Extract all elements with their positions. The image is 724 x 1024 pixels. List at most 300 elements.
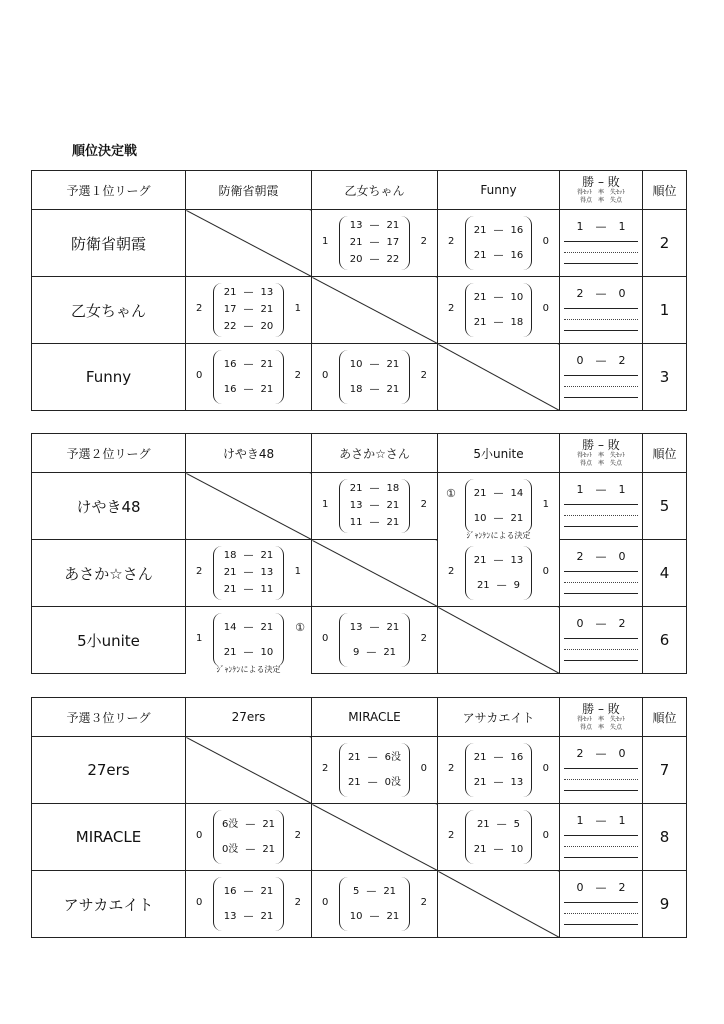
score-bracket — [339, 216, 410, 270]
wl-dash: — — [595, 354, 607, 367]
janken-note: ｼﾞｬﾝｹﾝによる決定 — [186, 666, 311, 675]
ratio-line — [564, 582, 638, 583]
match-result — [312, 344, 437, 410]
score-bracket — [213, 810, 284, 864]
score-dash: — — [493, 843, 504, 855]
score-away: 10 — [510, 291, 524, 303]
score-away: 21 — [383, 646, 397, 658]
wins: 1 — [576, 220, 584, 233]
score-bracket — [339, 743, 410, 797]
score-away: 21 — [386, 516, 400, 528]
diagonal-cell — [312, 277, 438, 344]
team-row — [32, 540, 687, 607]
sets-won-left: 1 — [196, 633, 203, 644]
score-away: 21 — [262, 818, 276, 830]
final-rank: 1 — [643, 277, 687, 344]
score-dash: — — [493, 249, 504, 261]
score-dash: — — [243, 885, 254, 897]
score-away: 21 — [386, 910, 400, 922]
sets-won-left: 0 — [322, 370, 329, 381]
point-ratio-label: 得点 率 失点 — [579, 196, 622, 204]
game-score — [340, 753, 409, 763]
column-team-header: あさか☆さん — [312, 434, 438, 473]
score-dash: — — [369, 236, 380, 248]
win-loss-box — [560, 344, 642, 410]
final-rank: 5 — [643, 473, 687, 540]
ratio-line — [564, 515, 638, 516]
score-home: 18 — [349, 383, 363, 395]
diagonal-cell — [186, 210, 312, 277]
final-rank: 7 — [643, 737, 687, 804]
win-loss-record — [560, 617, 642, 630]
win-loss-header — [560, 434, 643, 473]
wl-dash: — — [595, 550, 607, 563]
losses: 2 — [618, 617, 626, 630]
score-away: 21 — [260, 621, 274, 633]
game-score — [466, 556, 531, 566]
score-dash: — — [493, 224, 504, 236]
score-away: 21 — [386, 358, 400, 370]
team-row — [32, 210, 687, 277]
game-score — [466, 251, 531, 261]
sets-won-right: 0 — [542, 303, 549, 314]
row-team-name: アサカエイト — [32, 871, 186, 938]
match-result — [312, 607, 437, 673]
score-home: 13 — [349, 499, 363, 511]
win-loss-cell — [560, 871, 643, 938]
score-dash: — — [243, 287, 254, 299]
game-score — [214, 385, 283, 395]
ratio-line — [564, 375, 638, 376]
sets-won-right: 2 — [294, 897, 301, 908]
score-away: 21 — [260, 885, 274, 897]
ratio-line — [564, 790, 638, 791]
score-bracket — [339, 350, 410, 404]
score-dash: — — [369, 499, 380, 511]
score-dash: — — [493, 554, 504, 566]
score-dash: — — [245, 818, 256, 830]
match-result — [438, 277, 559, 343]
sets-won-left: 2 — [448, 236, 455, 247]
wins: 1 — [576, 814, 584, 827]
wins: 2 — [576, 550, 584, 563]
column-team-header: けやき48 — [186, 434, 312, 473]
score-home: 16 — [223, 885, 237, 897]
wl-dash: — — [595, 881, 607, 894]
score-dash: — — [367, 751, 378, 763]
score-bracket — [213, 283, 284, 337]
match-result — [312, 473, 437, 539]
sets-won-right: 2 — [420, 370, 427, 381]
win-loss-cell — [560, 277, 643, 344]
set-ratio-label: 得ｾｯﾄ 率 失ｾｯﾄ — [576, 716, 625, 724]
sets-won-left: 2 — [322, 763, 329, 774]
wl-dash: — — [595, 220, 607, 233]
wins: 0 — [576, 354, 584, 367]
score-dash: — — [493, 776, 504, 788]
score-away: 16 — [510, 224, 524, 236]
match-cell — [312, 737, 438, 804]
score-away: 21 — [262, 843, 276, 855]
ratio-line — [564, 504, 638, 505]
sets-won-right: 2 — [420, 633, 427, 644]
league-table — [31, 170, 687, 411]
win-loss-box — [560, 871, 642, 937]
sets-won-right: 0 — [542, 236, 549, 247]
score-home: 13 — [223, 910, 237, 922]
league-name: 予選２位リーグ — [32, 434, 186, 473]
score-home: 20 — [349, 253, 363, 265]
score-home: 10 — [349, 910, 363, 922]
game-score — [214, 551, 283, 561]
game-score — [340, 484, 409, 494]
ratio-line — [564, 924, 638, 925]
match-cell — [438, 804, 560, 871]
final-rank: 6 — [643, 607, 687, 674]
score-dash: — — [369, 621, 380, 633]
score-away: 21 — [386, 621, 400, 633]
team-row — [32, 277, 687, 344]
win-loss-box — [560, 277, 642, 343]
wl-dash: — — [595, 483, 607, 496]
ratio-line — [564, 252, 638, 253]
wl-dash: — — [595, 747, 607, 760]
score-dash: — — [243, 646, 254, 658]
win-loss-box — [560, 737, 642, 803]
score-home: 21 — [473, 487, 487, 499]
game-score — [340, 648, 409, 658]
win-loss-box — [560, 804, 642, 870]
score-dash: — — [243, 383, 254, 395]
row-team-name: けやき48 — [32, 473, 186, 540]
league-name: 予選３位リーグ — [32, 698, 186, 737]
diagonal-cell — [438, 607, 560, 674]
match-cell — [312, 210, 438, 277]
score-away: 6没 — [384, 751, 402, 763]
ratio-line — [564, 386, 638, 387]
score-home: 16 — [223, 358, 237, 370]
wl-dash: — — [595, 617, 607, 630]
match-result — [438, 737, 559, 803]
score-dash: — — [493, 751, 504, 763]
match-cell — [438, 210, 560, 277]
sets-won-left: 1 — [322, 236, 329, 247]
match-result — [438, 210, 559, 276]
score-dash: — — [243, 303, 254, 315]
ratio-line — [564, 779, 638, 780]
score-home: 21 — [349, 236, 363, 248]
losses: 2 — [618, 354, 626, 367]
row-team-name: あさか☆さん — [32, 540, 186, 607]
game-score — [340, 623, 409, 633]
set-ratio-label: 得ｾｯﾄ 率 失ｾｯﾄ — [576, 452, 625, 460]
win-loss-cell — [560, 737, 643, 804]
win-loss-box — [560, 607, 642, 673]
set-ratio-label: 得ｾｯﾄ 率 失ｾｯﾄ — [576, 189, 625, 197]
win-loss-record — [560, 483, 642, 496]
ratio-line — [564, 571, 638, 572]
score-away: 9 — [513, 579, 521, 591]
sets-won-left: 2 — [448, 830, 455, 841]
losses: 1 — [618, 483, 626, 496]
column-team-header: 防衛省朝霞 — [186, 171, 312, 210]
score-away: 10 — [260, 646, 274, 658]
score-home: 16 — [223, 383, 237, 395]
score-home: 21 — [476, 818, 490, 830]
score-away: 21 — [383, 885, 397, 897]
team-row — [32, 804, 687, 871]
score-dash: — — [243, 621, 254, 633]
row-team-name: 5小unite — [32, 607, 186, 674]
losses: 1 — [618, 220, 626, 233]
score-home: 5 — [352, 885, 360, 897]
match-result — [186, 607, 311, 673]
game-score — [340, 238, 409, 248]
score-home: 21 — [473, 554, 487, 566]
score-home: 21 — [473, 776, 487, 788]
sets-won-right: 0 — [420, 763, 427, 774]
score-bracket — [465, 283, 532, 337]
ratio-line — [564, 846, 638, 847]
diagonal-cell — [438, 344, 560, 411]
score-away: 16 — [510, 751, 524, 763]
match-cell — [186, 871, 312, 938]
win-loss-label: 勝 – 敗 — [582, 438, 620, 453]
score-away: 17 — [386, 236, 400, 248]
game-score — [340, 778, 409, 788]
score-home: 11 — [349, 516, 363, 528]
column-team-header: 乙女ちゃん — [312, 171, 438, 210]
losses: 0 — [618, 287, 626, 300]
score-bracket — [465, 546, 532, 600]
game-score — [466, 514, 531, 524]
score-dash: — — [243, 320, 254, 332]
score-home: 22 — [223, 320, 237, 332]
score-dash: — — [493, 487, 504, 499]
final-rank: 9 — [643, 871, 687, 938]
score-home: 21 — [473, 224, 487, 236]
final-rank: 3 — [643, 344, 687, 411]
score-dash: — — [369, 253, 380, 265]
game-score — [466, 778, 531, 788]
score-dash: — — [493, 316, 504, 328]
game-score — [340, 360, 409, 370]
game-score — [466, 318, 531, 328]
score-home: 13 — [349, 220, 363, 232]
ratio-line — [564, 768, 638, 769]
sets-won-right: 2 — [294, 370, 301, 381]
score-dash: — — [369, 358, 380, 370]
rank-header: 順位 — [643, 698, 687, 737]
game-score — [340, 912, 409, 922]
losses: 1 — [618, 814, 626, 827]
point-ratio-label: 得点 率 失点 — [579, 459, 622, 467]
wl-dash: — — [595, 287, 607, 300]
row-team-name: 27ers — [32, 737, 186, 804]
column-team-header: アサカエイト — [438, 698, 560, 737]
game-score — [214, 288, 283, 298]
score-home: 21 — [476, 579, 490, 591]
diagonal-cell — [312, 540, 438, 607]
score-away: 13 — [260, 287, 274, 299]
sets-won-left: 2 — [448, 566, 455, 577]
score-home: 14 — [223, 621, 237, 633]
wins: 0 — [576, 881, 584, 894]
losses: 2 — [618, 881, 626, 894]
score-away: 10 — [510, 843, 524, 855]
score-home: 18 — [223, 550, 237, 562]
score-home: 21 — [473, 751, 487, 763]
sets-won-left: 0 — [322, 897, 329, 908]
final-rank: 8 — [643, 804, 687, 871]
match-result — [186, 871, 311, 937]
score-home: 21 — [473, 291, 487, 303]
win-loss-box — [560, 540, 642, 606]
score-away: 13 — [510, 776, 524, 788]
match-cell — [186, 277, 312, 344]
sets-won-left: 2 — [448, 763, 455, 774]
score-away: 22 — [386, 253, 400, 265]
score-away: 16 — [510, 249, 524, 261]
game-score — [214, 887, 283, 897]
sets-won-right: 1 — [294, 303, 301, 314]
match-result — [186, 540, 311, 606]
match-result — [438, 804, 559, 870]
win-loss-label: 勝 – 敗 — [582, 175, 620, 190]
score-away: 21 — [386, 383, 400, 395]
score-dash: — — [243, 910, 254, 922]
score-away: 18 — [510, 316, 524, 328]
team-row — [32, 344, 687, 411]
sets-won-right: 2 — [420, 236, 427, 247]
game-score — [340, 385, 409, 395]
win-loss-cell — [560, 344, 643, 411]
match-result — [312, 737, 437, 803]
score-bracket — [465, 810, 532, 864]
sets-won-right: 0 — [542, 830, 549, 841]
score-dash: — — [493, 512, 504, 524]
ratio-line — [564, 319, 638, 320]
match-cell — [438, 473, 560, 540]
win-loss-cell — [560, 607, 643, 674]
score-dash: — — [369, 910, 380, 922]
match-cell — [186, 344, 312, 411]
sets-won-left: 2 — [448, 303, 455, 314]
score-dash: — — [366, 885, 377, 897]
sets-won-right: 0 — [542, 566, 549, 577]
score-away: 21 — [260, 303, 274, 315]
ratio-line — [564, 902, 638, 903]
score-dash: — — [369, 383, 380, 395]
league-name: 予選１位リーグ — [32, 171, 186, 210]
score-home: 21 — [347, 751, 361, 763]
janken-win-mark: ① — [295, 621, 305, 634]
column-team-header: 5小unite — [438, 434, 560, 473]
score-home: 17 — [223, 303, 237, 315]
row-team-name: Funny — [32, 344, 186, 411]
score-dash: — — [243, 583, 254, 595]
game-score — [466, 489, 531, 499]
score-away: 21 — [386, 499, 400, 511]
win-loss-record — [560, 550, 642, 563]
sets-won-right: 2 — [294, 830, 301, 841]
game-score — [214, 845, 283, 855]
match-result — [186, 804, 311, 870]
rank-header: 順位 — [643, 434, 687, 473]
janken-note: ｼﾞｬﾝｹﾝによる決定 — [438, 532, 559, 541]
score-bracket — [213, 613, 284, 667]
ratio-line — [564, 397, 638, 398]
column-team-header: Funny — [438, 171, 560, 210]
ratio-line — [564, 308, 638, 309]
score-dash: — — [245, 843, 256, 855]
sets-won-right: 2 — [420, 897, 427, 908]
sets-won-left: 2 — [196, 566, 203, 577]
match-cell — [312, 871, 438, 938]
game-score — [340, 501, 409, 511]
win-loss-record — [560, 814, 642, 827]
score-home: 13 — [349, 621, 363, 633]
wins: 2 — [576, 287, 584, 300]
diagonal-cell — [312, 804, 438, 871]
score-dash: — — [367, 776, 378, 788]
team-row — [32, 737, 687, 804]
score-away: 13 — [510, 554, 524, 566]
score-home: 21 — [223, 583, 237, 595]
ratio-line — [564, 835, 638, 836]
ratio-line — [564, 526, 638, 527]
score-bracket — [465, 216, 532, 270]
score-home: 9 — [352, 646, 360, 658]
score-dash: — — [243, 550, 254, 562]
score-home: 10 — [473, 512, 487, 524]
team-row — [32, 871, 687, 938]
game-score — [466, 845, 531, 855]
score-home: 21 — [473, 249, 487, 261]
ratio-line — [564, 857, 638, 858]
game-score — [214, 648, 283, 658]
score-home: 21 — [473, 843, 487, 855]
win-loss-record — [560, 354, 642, 367]
row-team-name: MIRACLE — [32, 804, 186, 871]
score-home: 21 — [347, 776, 361, 788]
page-title: 順位決定戦 — [72, 144, 138, 159]
win-loss-cell — [560, 210, 643, 277]
ratio-line — [564, 913, 638, 914]
match-result — [312, 871, 437, 937]
win-loss-cell — [560, 540, 643, 607]
game-score — [466, 820, 531, 830]
ratio-line — [564, 660, 638, 661]
score-dash: — — [493, 291, 504, 303]
janken-win-mark: ① — [446, 487, 456, 500]
score-dash: — — [243, 358, 254, 370]
win-loss-record — [560, 287, 642, 300]
score-dash: — — [496, 818, 507, 830]
match-result — [312, 210, 437, 276]
score-home: 21 — [223, 566, 237, 578]
match-cell — [312, 473, 438, 540]
score-bracket — [339, 479, 410, 533]
win-loss-cell — [560, 804, 643, 871]
sets-won-left: 0 — [322, 633, 329, 644]
win-loss-record — [560, 220, 642, 233]
score-home: 0没 — [221, 843, 239, 855]
score-home: 21 — [223, 646, 237, 658]
game-score — [214, 912, 283, 922]
ratio-line — [564, 593, 638, 594]
match-result — [186, 344, 311, 410]
